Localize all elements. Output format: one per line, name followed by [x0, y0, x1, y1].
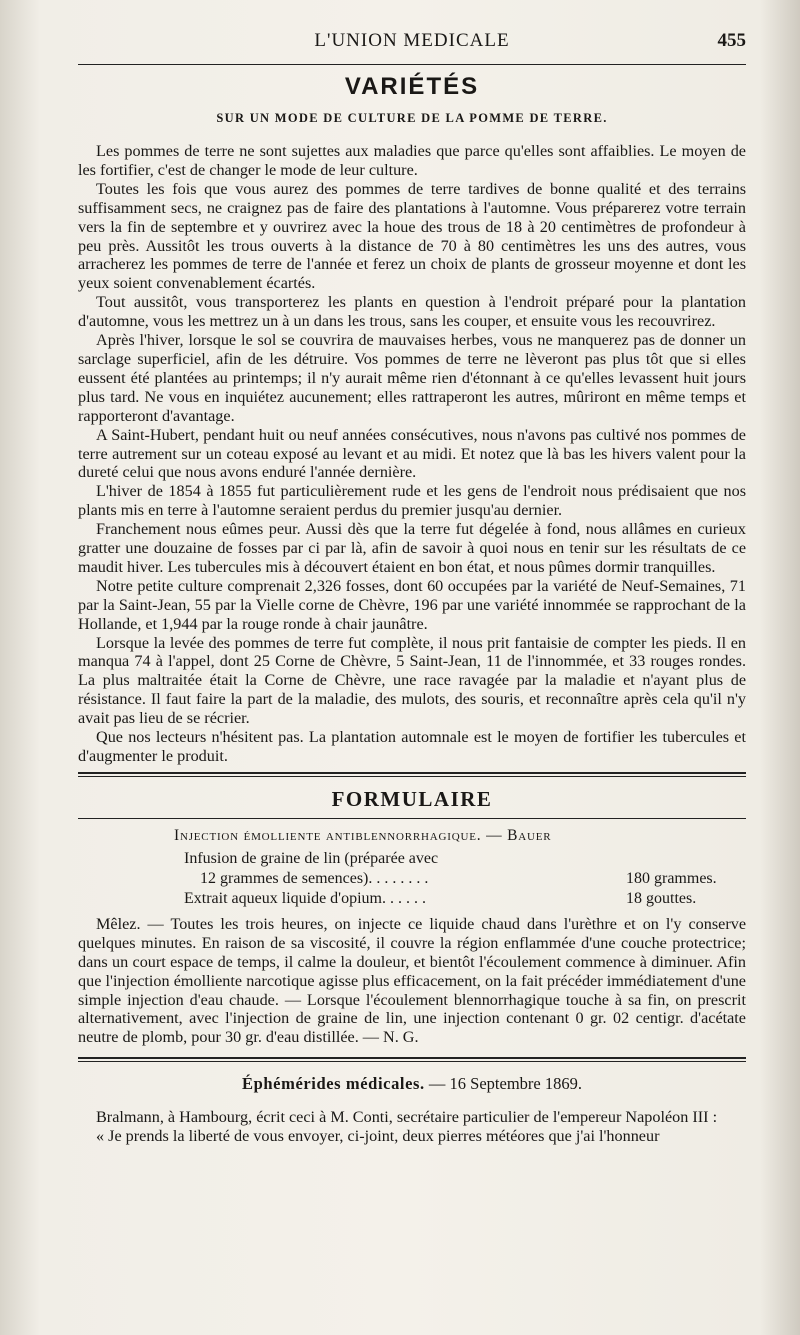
section-divider — [78, 772, 746, 777]
section-divider — [78, 1057, 746, 1062]
ephemerides-title-main: Éphémérides médicales. — [242, 1074, 425, 1094]
ingredient-name: Extrait aqueux liquide d'opium — [184, 889, 382, 907]
running-head — [78, 26, 746, 58]
recipe-ingredients — [184, 849, 746, 909]
ingredient-leader: . . . . . . — [381, 889, 426, 907]
ingredient-leader: . . . . . . . . — [368, 869, 429, 887]
section-title-varietes: VARIÉTÉS — [344, 73, 480, 100]
recipe-title — [174, 827, 746, 845]
ingredient-name: Infusion de graine de lin (préparée avec — [184, 849, 439, 867]
paragraph: Lorsque la levée des pommes de terre fut complète, il nous prit fantaisie de compter les pieds. Il en manqua 74 à l'appel, dont 25 Corne de Chèvre, 5 Saint-Jean, 11 de l'innommée, et 33 rouges rondes. La plus maltraitée était la Corne de Chèvre, une race ravagée par la maladie et n'ayant plus de résistance. Il faut faire la part de la maladie, des mulots, des souris, et reconnaître après cela qu'il n'y avait pas lieu de se récrier. — [78, 633, 746, 728]
ingredient-quantity: 18 gouttes. — [626, 889, 697, 907]
header-rule — [78, 64, 746, 65]
ingredient-row — [184, 889, 746, 909]
ingredient-row — [184, 849, 746, 869]
formulaire-rule — [78, 818, 746, 819]
ephemerides-title-date: — 16 Septembre 1869. — [424, 1074, 582, 1094]
paragraph: Après l'hiver, lorsque le sol se couvrira de mauvaises herbes, vous ne manquerez pas de donner un sarclage superficiel, afin de les détruire. Vos pommes de terre ne lèveront pas plus tôt que si elles eussent été plantées au printemps; il n'y aurait même rien d'étonnant à ce qu'elles levassent huit jours plus tard. Ne vous en inquiétez aucunement; elles rattraperont les autres, mûriront en même temps et rapporteront d'avantage. — [78, 331, 746, 425]
paragraph: A Saint-Hubert, pendant huit ou neuf années consécutives, nous n'avons pas cultivé nos pommes de terre autrement sur un coteau exposé au levant et au midi. Et notez que là bas les hivers valent pour la dureté celui que nous avons enduré l'année dernière. — [78, 425, 746, 482]
recipe-title-author: Bauer — [507, 826, 552, 844]
running-title: L'UNION MEDICALE — [314, 30, 510, 51]
section-title-formulaire: FORMULAIRE — [331, 786, 493, 811]
paragraph: « Je prends la liberté de vous envoyer, ci-joint, deux pierres météores que j'ai l'honneur — [96, 1127, 660, 1146]
article-title: SUR UN MODE DE CULTURE DE LA POMME DE TERRE. — [216, 111, 608, 125]
ingredient-name: 12 grammes de semences) — [200, 869, 369, 887]
ingredient-row — [184, 869, 746, 889]
paragraph: L'hiver de 1854 à 1855 fut particulièrement rude et les gens de l'endroit nous prédisaient que nos plants mis en terre à l'automne seraient perdus du premier jusqu'au dernier. — [78, 482, 746, 520]
recipe-instructions: Mêlez. — Toutes les trois heures, on injecte ce liquide chaud dans l'urèthre et on l'y conserve quelques minutes. En raison de sa viscosité, il couvre la région enflammée d'une couche protectrice; dans un court espace de temps, il calme la douleur, et bientôt l'écoulement commence à diminuer. Afin que l'injection émolliente narcotique agisse plus efficacement, on la fait précéder immédiatement d'une simple injection d'eau chaude. — Lorsque l'écoulement blennorrhagique touche à sa fin, on prescrit alternativement, avec l'injection de graine de lin, une injection contenant 0 gr. 02 centigr. d'acétate neutre de plomb, pour 30 gr. d'eau distillée. — N. G. — [78, 914, 746, 1047]
page-number: 455 — [717, 30, 746, 51]
paragraph: Franchement nous eûmes peur. Aussi dès que la terre fut dégelée à fond, nous allâmes en curieux gratter une douzaine de fosses par ci par là, afin de savoir à quoi nous en tenir sur les résultats de ce maudit hiver. Les tubercules mis à découvert étaient en bon état, et nous pûmes dormir tranquilles. — [78, 520, 746, 576]
paragraph: Tout aussitôt, vous transporterez les plants en question à l'endroit préparé pour la plantation d'automne, vous les mettrez un à un dans les trous, sans les couper, et ensuite vous les recouvrirez. — [78, 293, 746, 331]
paragraph: Notre petite culture comprenait 2,326 fosses, dont 60 occupées par la variété de Neuf-Semaines, 71 par la Saint-Jean, 55 par la Vielle corne de Chèvre, 196 par une variété innommée se rapprochant de la Hollande, et 1,944 par la rouge ronde à chair jaunâtre. — [78, 576, 746, 633]
recipe-title-main: Injection émolliente antiblennorrhagique. — [174, 826, 482, 844]
paragraph: Bralmann, à Hambourg, écrit ceci à M. Conti, secrétaire particulier de l'empereur Napoléon III : — [96, 1108, 718, 1127]
ingredient-quantity: 180 grammes. — [626, 869, 717, 887]
recipe-title-sep: — — [481, 826, 508, 844]
ephemerides-title — [78, 1074, 746, 1094]
paragraph: Les pommes de terre ne sont sujettes aux maladies que parce qu'elles sont affaiblies. Le moyen de les fortifier, c'est de changer le mode de leur culture. — [78, 142, 746, 179]
paragraph: Que nos lecteurs n'hésitent pas. La plantation automnale est le moyen de fortifier les tubercules et d'augmenter le produit. — [78, 728, 746, 765]
page-content — [78, 26, 746, 1146]
paragraph: Toutes les fois que vous aurez des pommes de terre tardives de bonne qualité et des terrains suffisamment secs, ne craignez pas de faire des plantations à l'automne. Vous préparerez votre terrain vers la fin de septembre et y ouvrirez avec la houe des trous de 18 à 20 centimètres de profondeur à peu près. Aussitôt les trous ouverts à la distance de 70 à 80 centimètres les uns des autres, vous arracherez les pommes de terre de l'année et ferez un choix de plants de grosseur moyenne et dont les yeux soient convenablement écartés. — [78, 179, 746, 293]
